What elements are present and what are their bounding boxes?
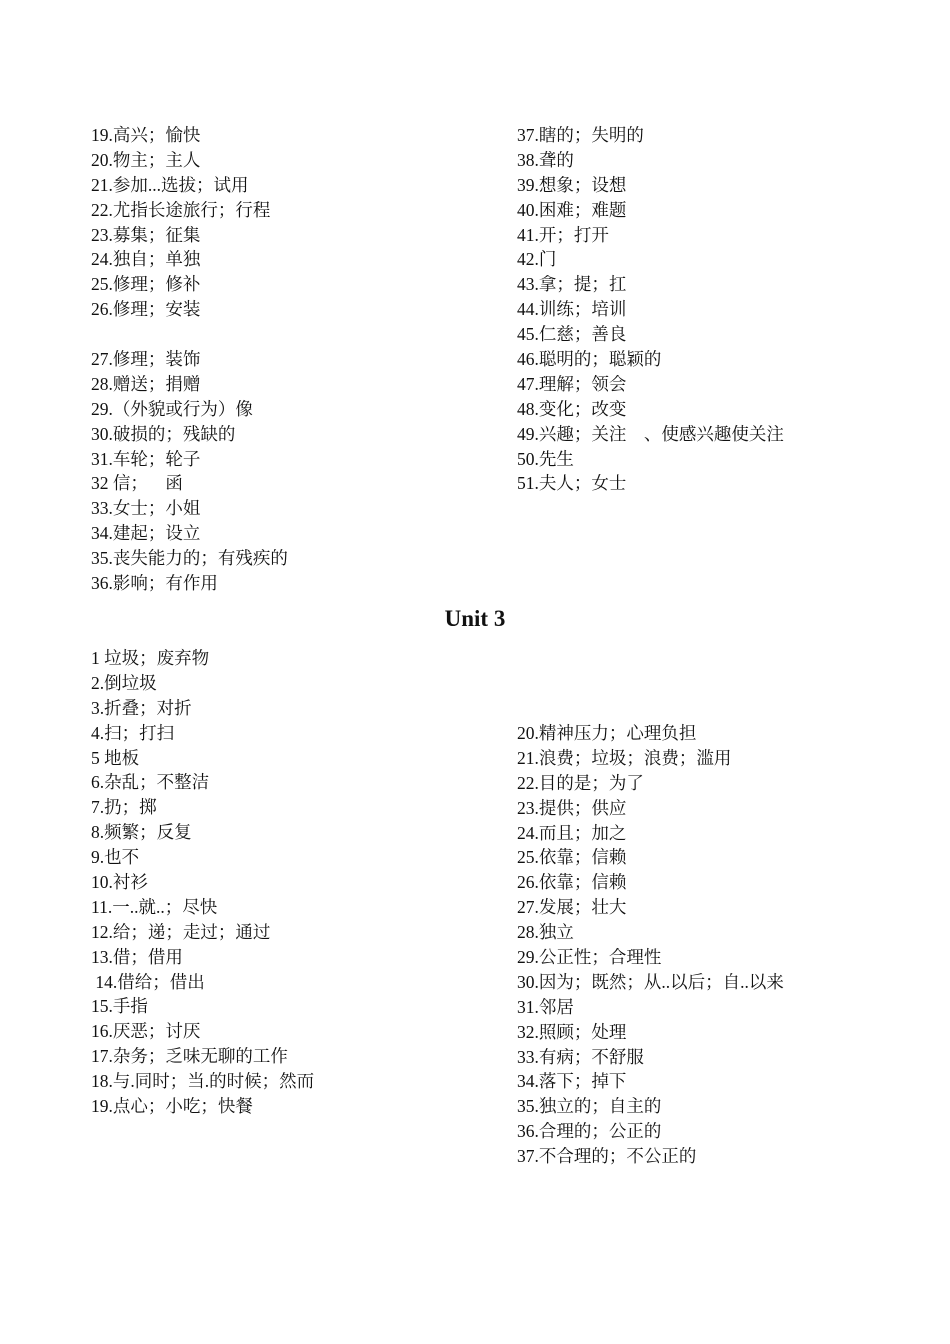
vocab-entry: 22.尤指长途旅行；行程 [91, 199, 271, 220]
vocab-entry: 10.衬衫 [91, 872, 148, 893]
vocab-entry: 36.合理的；公正的 [517, 1121, 662, 1142]
vocab-entry: 35.独立的；自主的 [517, 1096, 662, 1117]
unit3-left-column [91, 646, 491, 1119]
vocab-entry: 33.有病；不舒服 [517, 1046, 644, 1067]
vocab-entry: 1 垃圾；废弃物 [91, 648, 210, 668]
section1-left-column [91, 123, 491, 596]
vocab-entry: 29.（外貌或行为）像 [91, 398, 253, 419]
vocab-entry: 46.聪明的；聪颖的 [517, 349, 662, 370]
vocab-entry: 2.倒垃圾 [91, 672, 157, 693]
vocab-entry: 28.独立 [517, 922, 574, 943]
vocab-entry: 37.瞎的；失明的 [517, 125, 644, 145]
vocab-entry: 43.拿；提；扛 [517, 274, 627, 295]
vocab-entry: 25.修理；修补 [91, 274, 201, 295]
vocab-entry: 42.门 [517, 249, 557, 270]
vocab-entry: 44.训练；培训 [517, 299, 627, 320]
vocab-entry: 20.精神压力；心理负担 [517, 723, 697, 743]
vocab-entry: 23.募集；征集 [91, 224, 201, 245]
vocab-entry: 4.扫；打扫 [91, 722, 175, 743]
section1-right-column [517, 123, 917, 496]
vocab-entry: 12.给；递；走过；通过 [91, 921, 271, 942]
vocab-entry: 9.也不 [91, 847, 140, 868]
vocab-entry: 24.独自；单独 [91, 249, 201, 270]
vocab-entry: 7.扔；掷 [91, 797, 157, 818]
vocab-entry: 36.影响；有作用 [91, 573, 218, 594]
vocab-entry: 6.杂乱；不整洁 [91, 772, 210, 793]
vocab-entry: 13.借；借用 [91, 946, 183, 967]
vocab-entry: 34.落下；掉下 [517, 1071, 627, 1092]
vocab-entry: 39.想象；设想 [517, 174, 627, 195]
vocab-entry: 29.公正性；合理性 [517, 947, 662, 968]
vocab-entry: 14.借给；借出 [91, 971, 205, 992]
vocab-entry: 3.折叠；对折 [91, 697, 192, 718]
unit-title: Unit 3 [444, 606, 506, 631]
vocab-entry: 27.修理；装饰 [91, 349, 201, 370]
vocab-entry: 32.照顾；处理 [517, 1021, 627, 1042]
vocab-entry: 35.丧失能力的；有残疾的 [91, 548, 288, 569]
vocab-entry: 40.困难；难题 [517, 199, 627, 220]
vocab-entry: 11.一..就..；尽快 [91, 896, 218, 917]
vocab-entry: 17.杂务；乏味无聊的工作 [91, 1046, 288, 1067]
vocab-entry: 25.依靠；信赖 [517, 847, 627, 868]
vocab-entry: 48.变化；改变 [517, 398, 627, 419]
vocab-entry: 26.修理；安装 [91, 299, 201, 320]
unit3-right-column [517, 721, 917, 1169]
vocab-entry: 21.参加...选拔；试用 [91, 174, 249, 195]
vocab-entry: 21.浪费；垃圾；浪费；滥用 [517, 747, 732, 768]
vocab-entry: 30.因为；既然；从..以后；自..以来 [517, 971, 784, 992]
vocab-entry: 37.不合理的；不公正的 [517, 1146, 697, 1167]
vocab-entry: 38.聋的 [517, 149, 574, 170]
vocab-entry: 5 地板 [91, 747, 140, 768]
vocab-entry: 50.先生 [517, 448, 574, 469]
vocab-entry: 24.而且；加之 [517, 822, 627, 843]
vocab-entry: 22.目的是；为了 [517, 772, 644, 793]
vocab-entry: 8.频繁；反复 [91, 822, 192, 843]
vocab-entry: 27.发展；壮大 [517, 897, 627, 918]
vocab-entry: 31.车轮；轮子 [91, 448, 201, 469]
vocab-entry: 19.高兴；愉快 [91, 125, 201, 145]
vocab-entry: 33.女士；小姐 [91, 498, 201, 519]
vocab-entry: 31.邻居 [517, 996, 574, 1017]
vocab-entry: 15.手指 [91, 996, 148, 1017]
vocab-entry: 45.仁慈；善良 [517, 324, 627, 345]
vocab-entry: 32 信； 函 [91, 473, 183, 494]
vocab-entry: 23.提供；供应 [517, 797, 627, 818]
vocab-entry: 28.赠送；捐赠 [91, 373, 201, 394]
vocab-entry: 16.厌恶；讨厌 [91, 1021, 201, 1042]
vocab-entry: 19.点心；小吃；快餐 [91, 1096, 253, 1117]
vocab-entry: 30.破损的；残缺的 [91, 423, 236, 444]
vocab-entry: 49.兴趣；关注 、使感兴趣使关注 [517, 423, 784, 444]
vocab-entry: 18.与.同时；当.的时候；然而 [91, 1071, 315, 1092]
vocab-entry: 26.依靠；信赖 [517, 872, 627, 893]
vocab-entry: 34.建起；设立 [91, 523, 201, 544]
blank-line [91, 322, 491, 347]
vocab-entry: 20.物主；主人 [91, 149, 201, 170]
vocab-entry: 51.夫人；女士 [517, 473, 627, 494]
vocab-entry: 47.理解；领会 [517, 373, 627, 394]
vocab-entry: 41.开；打开 [517, 224, 609, 245]
